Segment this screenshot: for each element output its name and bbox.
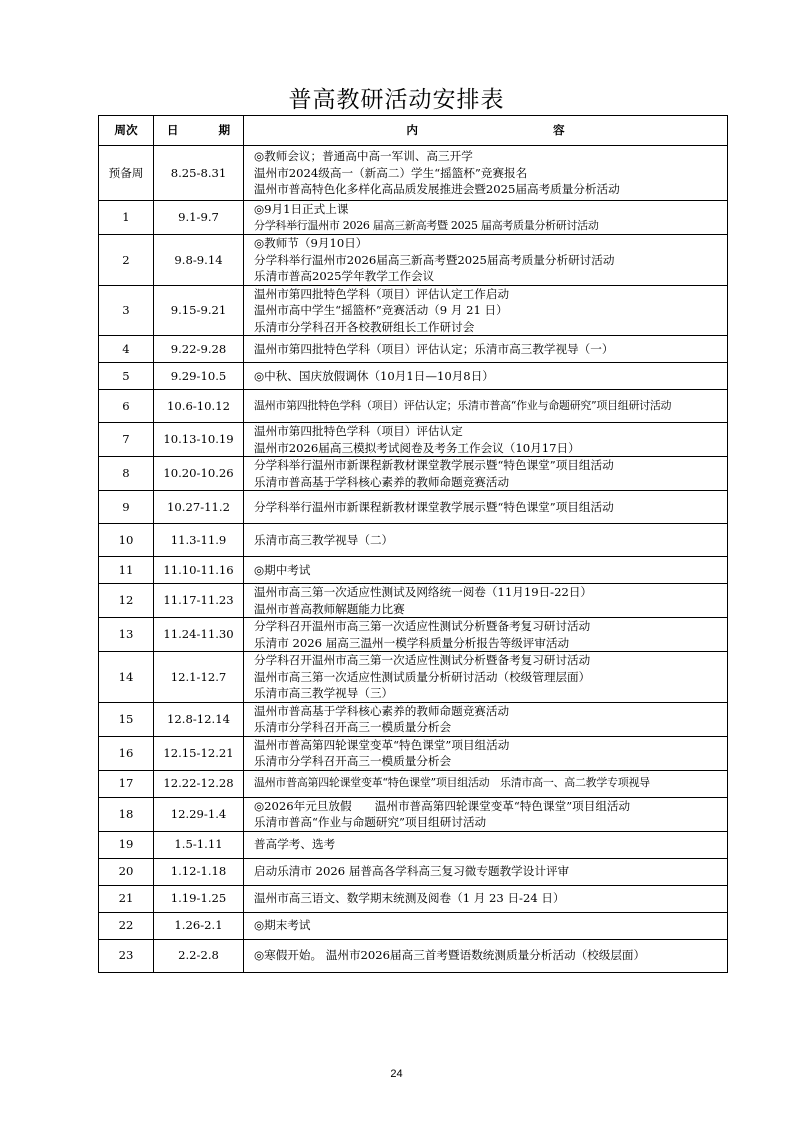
date-cell: 12.1-12.7 — [154, 652, 244, 703]
date-cell: 10.20-10.26 — [154, 457, 244, 491]
table-row — [99, 770, 728, 797]
week-cell: 21 — [99, 885, 154, 912]
week-cell: 19 — [99, 831, 154, 858]
page-title: 普高教研活动安排表 — [288, 87, 505, 113]
content-line: 温州市第四批特色学科（项目）评估认定；乐清市普高“作业与命题研究”项目组研讨活动 — [254, 398, 672, 412]
content-line: 分学科举行温州市 2026 届高三新高考暨 2025 届高考质量分析研讨活动 — [254, 218, 599, 232]
date-cell: 1.12-1.18 — [154, 858, 244, 885]
date-cell: 12.8-12.14 — [154, 702, 244, 736]
header-date — [154, 116, 244, 146]
content-line: 启动乐清市 2026 届普高各学科高三复习微专题教学设计评审 — [254, 864, 570, 879]
content-line: 温州市普高特色化多样化高品质发展推进会暨2025届高考质量分析活动 — [254, 182, 620, 197]
content-line: 分学科举行温州市新课程新教材课堂教学展示暨“特色课堂”项目组活动 — [254, 458, 614, 472]
table-row — [99, 557, 728, 584]
schedule-table — [98, 115, 728, 973]
date-cell: 2.2-2.8 — [154, 939, 244, 972]
week-cell: 6 — [99, 390, 154, 423]
date-cell: 10.6-10.12 — [154, 390, 244, 423]
week-cell: 23 — [99, 939, 154, 972]
table-row — [99, 736, 728, 770]
content-cell — [244, 363, 728, 390]
week-cell: 1 — [99, 201, 154, 235]
content-cell — [244, 736, 728, 770]
table-row — [99, 858, 728, 885]
table-row — [99, 363, 728, 390]
header-content-char-1: 内 — [406, 123, 418, 138]
content-line: ◎教师会议；普通高中高一军训、高三开学 — [254, 149, 473, 164]
content-line: ◎中秋、国庆放假调休（10月1日—10月8日） — [254, 368, 494, 383]
content-cell — [244, 457, 728, 491]
date-cell: 12.22-12.28 — [154, 770, 244, 797]
content-cell — [244, 652, 728, 703]
content-cell — [244, 336, 728, 363]
table-row — [99, 457, 728, 491]
week-cell: 3 — [99, 285, 154, 336]
content-line: ◎寒假开始。 温州市2026届高三首考暨语数统测质量分析活动（校级层面） — [254, 948, 646, 963]
content-line: 乐清市普高2025学年教学工作会议 — [254, 269, 435, 283]
content-line: 温州市高中学生“摇篮杯”竞赛活动（9 月 21 日） — [254, 303, 508, 317]
date-cell: 9.8-9.14 — [154, 235, 244, 286]
content-line: 乐清市分学科召开各校教研组长工作研讨会 — [254, 319, 475, 334]
date-cell: 10.13-10.19 — [154, 423, 244, 457]
date-cell: 11.10-11.16 — [154, 557, 244, 584]
content-cell — [244, 770, 728, 797]
week-cell: 预备周 — [99, 146, 154, 201]
week-cell: 13 — [99, 618, 154, 652]
content-line: 温州市2024级高一（新高二）学生“摇篮杯”竞赛报名 — [254, 165, 528, 180]
date-cell: 11.24-11.30 — [154, 618, 244, 652]
date-cell: 9.1-9.7 — [154, 201, 244, 235]
content-line: ◎2026年元旦放假 温州市普高第四轮课堂变革“特色课堂”项目组活动 — [254, 798, 631, 813]
table-row — [99, 584, 728, 618]
content-line: 温州市第四批特色学科（项目）评估认定 — [254, 424, 463, 438]
content-line: 乐清市分学科召开高三一模质量分析会 — [254, 720, 452, 734]
content-line: 温州市高三第一次适应性测试及网络统一阅卷（11月19日-22日） — [254, 585, 593, 599]
header-content-char-2: 容 — [553, 123, 565, 138]
header-date-char-1: 日 — [166, 123, 179, 138]
content-cell — [244, 885, 728, 912]
header-content — [244, 116, 728, 146]
content-line: ◎教师节（9月10日） — [254, 236, 368, 250]
week-cell: 22 — [99, 912, 154, 939]
content-line: ◎9月1日正式上课 — [254, 202, 349, 216]
table-row — [99, 146, 728, 201]
schedule-body — [99, 146, 728, 973]
content-cell — [244, 146, 728, 201]
week-cell: 2 — [99, 235, 154, 286]
content-cell — [244, 618, 728, 652]
content-line: 温州市第四批特色学科（项目）评估认定；乐清市高三教学视导（一） — [254, 341, 614, 356]
content-line: 分学科召开温州市高三第一次适应性测试分析暨备考复习研讨活动 — [254, 653, 591, 667]
table-row — [99, 524, 728, 557]
table-row — [99, 423, 728, 457]
content-cell — [244, 390, 728, 423]
week-cell: 9 — [99, 491, 154, 524]
date-cell: 9.22-9.28 — [154, 336, 244, 363]
content-line: 温州市2026届高三模拟考试阅卷及考务工作会议（10月17日） — [254, 440, 580, 455]
content-cell — [244, 912, 728, 939]
content-line: 温州市高三语文、数学期末统测及阅卷（1 月 23 日-24 日） — [254, 891, 565, 906]
week-cell: 17 — [99, 770, 154, 797]
week-cell: 20 — [99, 858, 154, 885]
content-line: 乐清市普高“作业与命题研究”项目组研讨活动 — [254, 815, 487, 829]
content-line: 温州市第四批特色学科（项目）评估认定工作启动 — [254, 286, 510, 301]
week-cell: 14 — [99, 652, 154, 703]
date-cell: 11.3-11.9 — [154, 524, 244, 557]
content-line: ◎期末考试 — [254, 918, 311, 933]
week-cell: 7 — [99, 423, 154, 457]
content-line: 乐清市普高基于学科核心素养的教师命题竞赛活动 — [254, 474, 510, 489]
date-cell: 1.26-2.1 — [154, 912, 244, 939]
date-cell: 10.27-11.2 — [154, 491, 244, 524]
header-date-char-2: 期 — [218, 123, 231, 138]
content-cell — [244, 423, 728, 457]
table-row — [99, 797, 728, 831]
table-row — [99, 336, 728, 363]
date-cell: 11.17-11.23 — [154, 584, 244, 618]
content-cell — [244, 201, 728, 235]
content-line: 乐清市高三教学视导（三） — [254, 686, 394, 700]
content-cell — [244, 524, 728, 557]
content-cell — [244, 584, 728, 618]
table-header-row — [99, 116, 728, 146]
date-cell: 1.19-1.25 — [154, 885, 244, 912]
week-cell: 8 — [99, 457, 154, 491]
table-row — [99, 831, 728, 858]
table-row — [99, 201, 728, 235]
content-line: 乐清市分学科召开高三一模质量分析会 — [254, 754, 452, 768]
week-cell: 18 — [99, 797, 154, 831]
content-cell — [244, 858, 728, 885]
date-cell: 12.29-1.4 — [154, 797, 244, 831]
table-row — [99, 939, 728, 972]
content-line: 温州市普高第四轮课堂变革“特色课堂”项目组活动 乐清市高一、高二教学专项视导 — [254, 776, 650, 790]
table-row — [99, 235, 728, 286]
content-cell — [244, 235, 728, 286]
table-row — [99, 702, 728, 736]
content-line: 温州市普高基于学科核心素养的教师命题竞赛活动 — [254, 703, 510, 718]
table-row — [99, 285, 728, 336]
content-line: 温州市普高第四轮课堂变革“特色课堂”项目组活动 — [254, 737, 510, 752]
date-cell: 9.29-10.5 — [154, 363, 244, 390]
week-cell: 5 — [99, 363, 154, 390]
content-cell — [244, 797, 728, 831]
date-cell: 9.15-9.21 — [154, 285, 244, 336]
content-cell — [244, 557, 728, 584]
week-cell: 10 — [99, 524, 154, 557]
content-cell — [244, 939, 728, 972]
content-line: 普高学考、选考 — [254, 837, 336, 852]
date-cell: 8.25-8.31 — [154, 146, 244, 201]
table-row — [99, 618, 728, 652]
content-line: 乐清市高三教学视导（二） — [254, 532, 394, 547]
content-cell — [244, 702, 728, 736]
content-line: 分学科召开温州市高三第一次适应性测试分析暨备考复习研讨活动 — [254, 619, 591, 633]
header-week: 周次 — [99, 116, 154, 146]
content-line: 温州市高三第一次适应性测试质量分析研讨活动（校级管理层面） — [254, 669, 591, 684]
content-line: ◎期中考试 — [254, 562, 311, 577]
week-cell: 16 — [99, 736, 154, 770]
week-cell: 15 — [99, 702, 154, 736]
table-row — [99, 491, 728, 524]
table-row — [99, 652, 728, 703]
page-number: 24 — [390, 1068, 403, 1080]
table-row — [99, 885, 728, 912]
table-row — [99, 390, 728, 423]
content-cell — [244, 285, 728, 336]
date-cell: 1.5-1.11 — [154, 831, 244, 858]
content-line: 温州市普高教师解题能力比赛 — [254, 601, 405, 616]
content-cell — [244, 491, 728, 524]
content-line: 分学科举行温州市新课程新教材课堂教学展示暨“特色课堂”项目组活动 — [254, 499, 614, 514]
week-cell: 11 — [99, 557, 154, 584]
week-cell: 12 — [99, 584, 154, 618]
table-row — [99, 912, 728, 939]
content-line: 乐清市 2026 届高三温州一模学科质量分析报告等级评审活动 — [254, 635, 570, 650]
date-cell: 12.15-12.21 — [154, 736, 244, 770]
content-line: 分学科举行温州市2026届高三新高考暨2025届高考质量分析研讨活动 — [254, 252, 615, 267]
content-cell — [244, 831, 728, 858]
week-cell: 4 — [99, 336, 154, 363]
